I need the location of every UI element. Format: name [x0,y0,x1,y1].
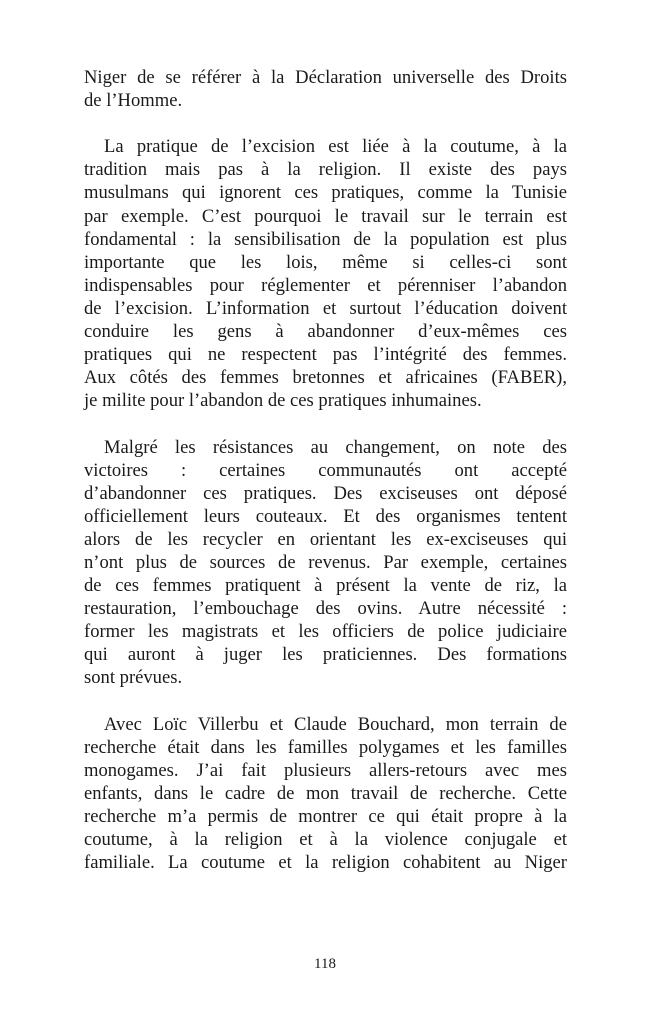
text-line: pratiques qui ne respectent pas l’intégrité des femmes. [84,344,567,366]
text-line: sont prévues. [84,667,183,689]
text-line: La pratique de l’excision est liée à la coutume, à la [104,136,567,158]
text-line: restauration, l’embouchage des ovins. Autre nécessité : [84,598,567,620]
paragraph-research [84,713,567,875]
text-line: qui auront à juger les praticiennes. Des formations [84,644,567,666]
text-line: n’ont plus de sources de revenus. Par exemple, certaines [84,551,567,573]
paragraph-excision-practice [84,135,567,412]
text-line: indispensables pour réglementer et pérenniser l’abandon [84,274,567,296]
text-line: de l’excision. L’information et surtout l’éducation doivent [84,297,567,319]
paragraph-victories [84,436,567,690]
text-line: je milite pour l’abandon de ces pratiques inhumaines. [84,390,482,412]
text-line: Aux côtés des femmes bretonnes et africaines (FABER), [84,367,567,389]
text-line: d’abandonner ces pratiques. Des exciseuses ont déposé [84,482,567,504]
text-line: de ces femmes pratiquent à présent la vente de riz, la [84,575,567,597]
text-line: Avec Loïc Villerbu et Claude Bouchard, mon terrain de [104,713,567,735]
text-line: importante que les lois, même si celles-ci sont [84,251,567,273]
text-line: conduire les gens à abandonner d’eux-mêmes ces [84,321,567,343]
text-line: alors de les recycler en orientant les ex-exciseuses qui [84,528,567,550]
text-line: Niger de se référer à la Déclaration universelle des Droits [84,67,567,88]
text-line: recherche était dans les familles polygames et les familles [84,736,567,758]
text-line: musulmans qui ignorent ces pratiques, comme la Tunisie [84,182,567,204]
text-line: Malgré les résistances au changement, on note des [104,436,567,458]
text-line: victoires : certaines communautés ont accepté [84,459,567,481]
page-number: 118 [314,956,336,972]
text-line: tradition mais pas à la religion. Il existe des pays [84,159,567,181]
body-text [84,66,567,874]
text-line: de l’Homme. [84,90,183,112]
paragraph-continuation [84,66,567,112]
text-line: par exemple. C’est pourquoi le travail sur le terrain est [84,205,567,227]
text-line: coutume, à la religion et à la violence conjugale et [84,829,567,851]
text-line: enfants, dans le cadre de mon travail de recherche. Cette [84,782,567,804]
text-line: former les magistrats et les officiers de police judiciaire [84,621,567,643]
text-line: monogames. J’ai fait plusieurs allers-retours avec mes [84,759,567,781]
text-line: fondamental : la sensibilisation de la population est plus [84,228,567,250]
text-line: familiale. La coutume et la religion cohabitent au Niger [84,852,567,874]
text-line: recherche m’a permis de montrer ce qui était propre à la [84,806,567,827]
text-line: officiellement leurs couteaux. Et des organismes tentent [84,505,567,527]
